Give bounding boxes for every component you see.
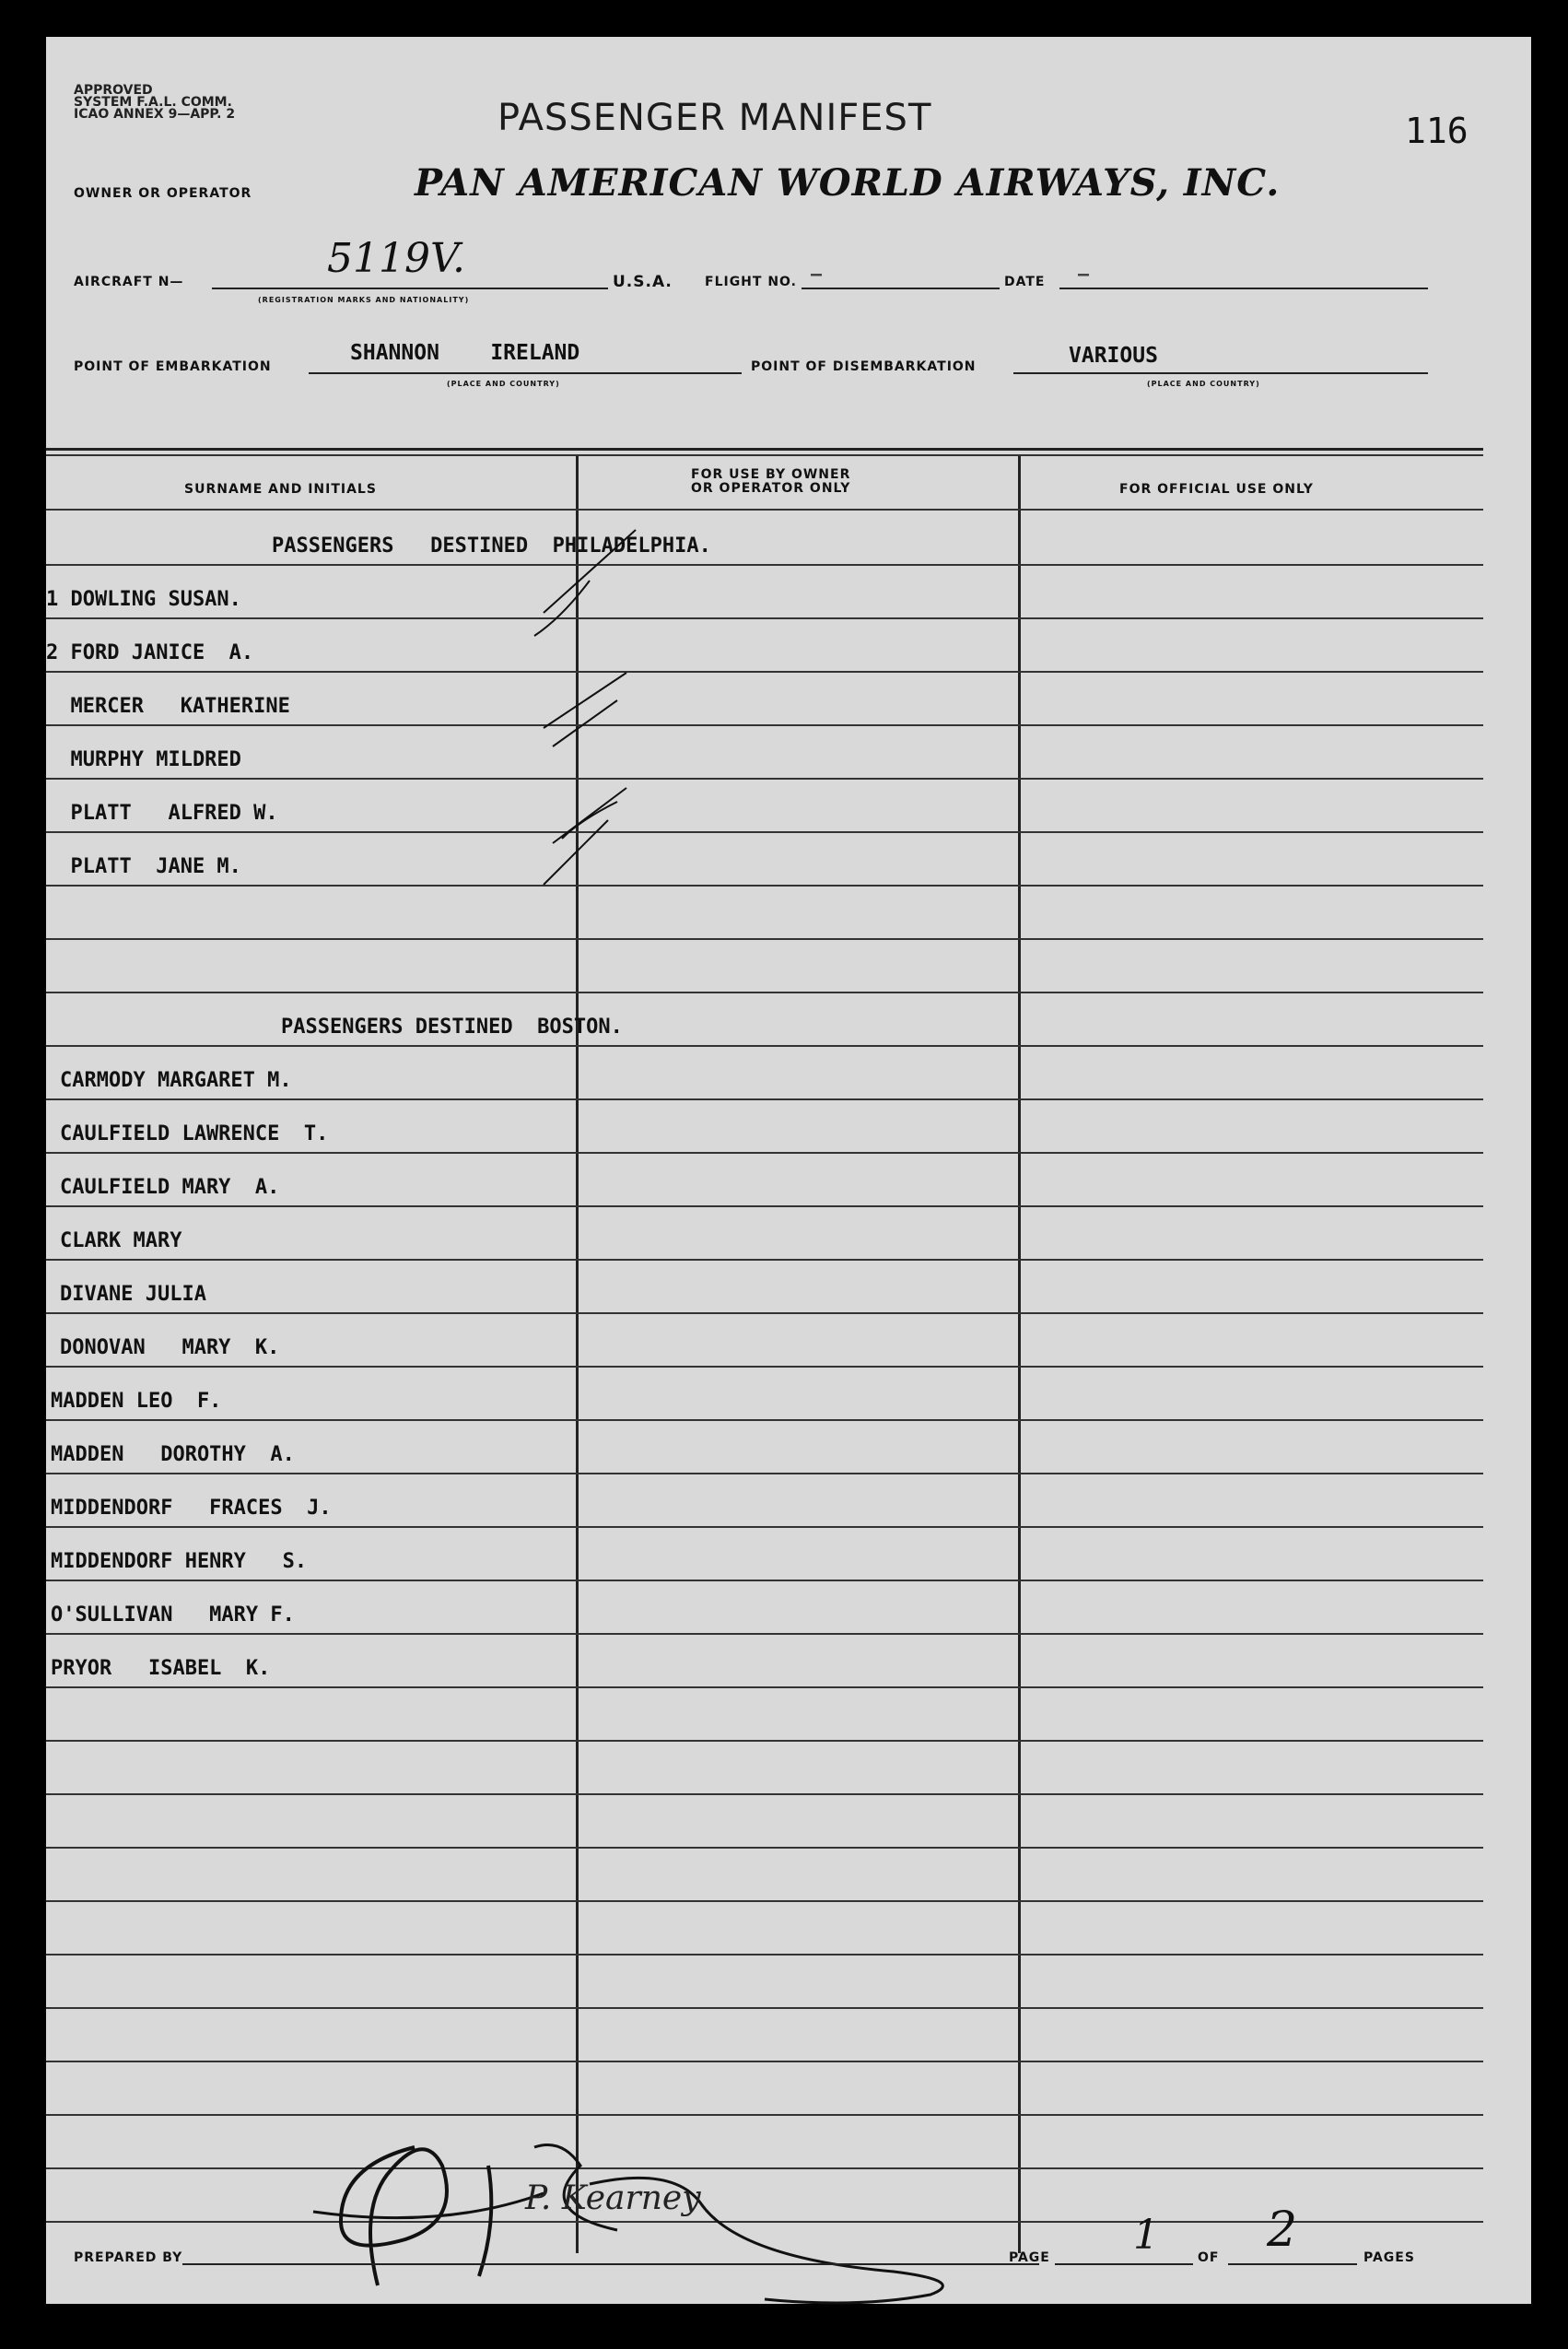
embarkation-value: SHANNON IRELAND (350, 341, 580, 365)
row-rule (46, 778, 1483, 780)
country-label: U.S.A. (613, 273, 673, 291)
passenger-row: PLATT ALFRED W. (46, 802, 278, 825)
registration-caption: (REGISTRATION MARKS AND NATIONALITY) (258, 296, 470, 304)
of-underline (1228, 2263, 1357, 2265)
aircraft-underline (212, 288, 608, 289)
passenger-row: MURPHY MILDRED (46, 748, 241, 771)
row-rule (46, 1205, 1483, 1207)
signature-text: P. Kearney (525, 2179, 701, 2217)
embarkation-label: POINT OF EMBARKATION (74, 359, 272, 374)
aircraft-label: AIRCRAFT N— (74, 275, 184, 289)
surname-column-header: SURNAME AND INITIALS (184, 482, 377, 497)
row-rule (46, 2061, 1483, 2062)
row-rule (46, 1580, 1483, 1581)
approval-stamp: APPROVED SYSTEM F.A.L. COMM. ICAO ANNEX 9—APP. 2 (74, 83, 236, 122)
passenger-row: DIVANE JULIA (60, 1283, 206, 1306)
prepared-by-underline (182, 2263, 1039, 2265)
passenger-row: CAULFIELD MARY A. (60, 1176, 280, 1199)
disembarkation-label: POINT OF DISEMBARKATION (751, 359, 977, 374)
aircraft-value: 5119V. (327, 235, 466, 282)
passenger-row: CLARK MARY (60, 1229, 182, 1252)
passenger-row: MIDDENDORF HENRY S. (51, 1550, 308, 1573)
row-rule (46, 1633, 1483, 1635)
row-rule (46, 938, 1483, 940)
group-heading-boston: PASSENGERS DESTINED BOSTON. (281, 1016, 623, 1039)
flight-number-label: FLIGHT NO. (705, 275, 797, 289)
document-title: PASSENGER MANIFEST (497, 97, 932, 139)
page-label: PAGE (1009, 2250, 1050, 2265)
owner-label: OWNER OR OPERATOR (74, 186, 252, 201)
row-rule (46, 1900, 1483, 1902)
row-rule (46, 564, 1483, 566)
passenger-row: 1 DOWLING SUSAN. (46, 588, 241, 611)
official-use-column-header: FOR OFFICIAL USE ONLY (1119, 482, 1314, 497)
row-rule (46, 724, 1483, 726)
passenger-row: 2 FORD JANICE A. (46, 641, 254, 664)
row-rule (46, 1686, 1483, 1688)
page-underline (1055, 2263, 1193, 2265)
row-rule (46, 671, 1483, 673)
date-label: DATE (1004, 275, 1046, 289)
flight-number-underline (802, 288, 1000, 289)
manifest-sheet (46, 37, 1531, 2304)
pages-label: PAGES (1363, 2250, 1415, 2265)
row-rule (46, 1473, 1483, 1474)
airline-name: PAN AMERICAN WORLD AIRWAYS, INC. (415, 161, 1281, 205)
table-top-rule (46, 448, 1483, 451)
row-rule (46, 1419, 1483, 1421)
disembarkation-caption: (PLACE AND COUNTRY) (1147, 380, 1260, 388)
passenger-row: MERCER KATHERINE (46, 695, 290, 718)
row-rule (46, 1793, 1483, 1795)
date-value: — (1078, 263, 1090, 285)
check-marks (488, 516, 673, 903)
passenger-row: CAULFIELD LAWRENCE T. (60, 1122, 329, 1145)
passenger-row: DONOVAN MARY K. (60, 1336, 280, 1359)
page-value: 1 (1133, 2212, 1159, 2259)
of-label: OF (1198, 2250, 1220, 2265)
row-rule (46, 1152, 1483, 1154)
passenger-row: MADDEN DOROTHY A. (51, 1443, 295, 1466)
row-rule (46, 617, 1483, 619)
disembarkation-underline (1013, 372, 1428, 374)
group-heading-philadelphia: PASSENGERS DESTINED PHILADELPHIA. (272, 534, 711, 558)
embarkation-caption: (PLACE AND COUNTRY) (447, 380, 560, 388)
header-bottom-rule (46, 509, 1483, 511)
row-rule (46, 1740, 1483, 1742)
date-underline (1059, 288, 1428, 289)
table-top-rule-2 (46, 454, 1483, 456)
row-rule (46, 885, 1483, 887)
total-pages-value: 2 (1267, 2202, 1298, 2258)
row-rule (46, 831, 1483, 833)
row-rule (46, 992, 1483, 993)
passenger-row: MIDDENDORF FRACES J. (51, 1497, 332, 1520)
row-rule (46, 1366, 1483, 1368)
passenger-row: PRYOR ISABEL K. (51, 1657, 271, 1680)
row-rule (46, 1847, 1483, 1849)
row-rule (46, 1526, 1483, 1528)
row-rule (46, 1312, 1483, 1314)
sheet-number: 116 (1405, 111, 1469, 151)
prepared-by-label: PREPARED BY (74, 2250, 183, 2265)
passenger-row: PLATT JANE M. (46, 855, 241, 878)
embarkation-underline (309, 372, 742, 374)
passenger-row: O'SULLIVAN MARY F. (51, 1603, 295, 1627)
flight-number-value: — (811, 263, 823, 285)
row-rule (46, 2007, 1483, 2009)
passenger-row: MADDEN LEO F. (51, 1390, 222, 1413)
owner-use-column-header: FOR USE BY OWNER OR OPERATOR ONLY (691, 467, 851, 496)
row-rule (46, 1098, 1483, 1100)
passenger-row: CARMODY MARGARET M. (60, 1069, 292, 1092)
row-rule (46, 1954, 1483, 1956)
row-rule (46, 1045, 1483, 1047)
disembarkation-value: VARIOUS (1069, 344, 1158, 368)
row-rule (46, 1259, 1483, 1261)
